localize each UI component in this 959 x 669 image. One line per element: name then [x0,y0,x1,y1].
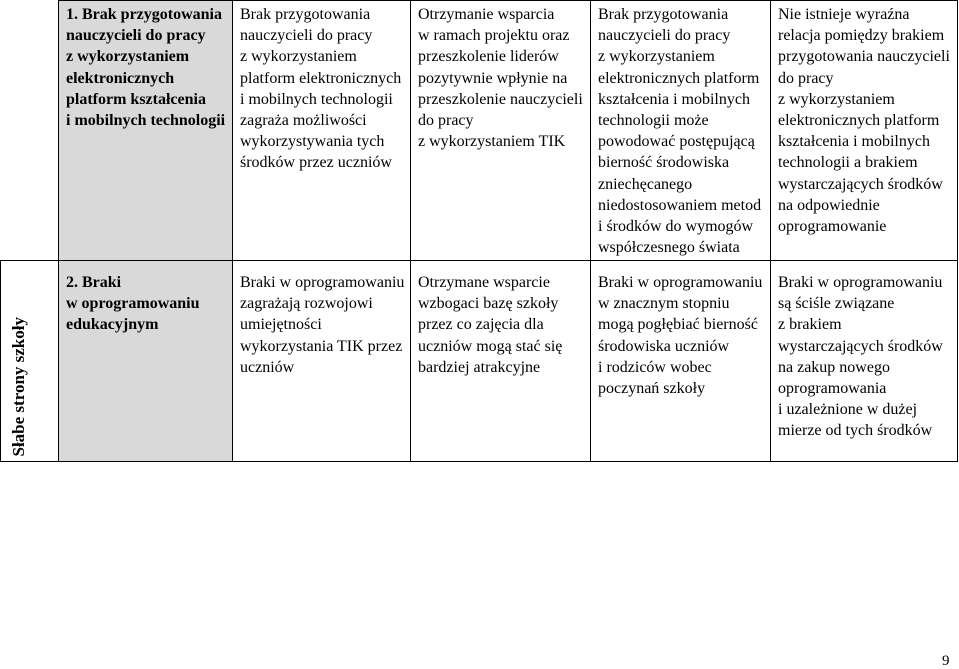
cell-text-line: z wykorzystaniem [598,48,715,66]
cell-text-line: Braki w oprogramowaniu [598,274,763,291]
cell-text-line: kształcenia i mobilnych [778,133,930,151]
table-cell [590,260,771,462]
cell-text-line: Braki w oprogramowaniu [778,274,943,291]
cell-text-line: mierze od tych środków [778,422,933,440]
cell-text-line: w ramach projektu oraz [418,27,570,45]
cell-text-line: kształcenia i mobilnych [598,90,750,108]
heading-line: 2. Braki [66,274,122,291]
cell-text-line: i mobilnych technologii [240,90,393,108]
cell-text-line: przygotowania nauczycieli [778,48,950,66]
cell-text-line: mogą pogłębiać bierność [598,316,758,334]
side-label: Słabe strony szkoły [9,316,28,456]
cell-text-line: bardziej atrakcyjne [418,358,541,376]
table-cell [590,0,771,261]
cell-text-line: pozytywnie wpłynie na [418,69,568,87]
cell-text-line: środków przez uczniów [240,154,392,172]
table-cell [410,0,591,261]
cell-text-line: wystarczających środków [778,337,943,355]
cell-text-line: platform elektronicznych [240,69,402,87]
cell-text-line: nauczycieli do pracy [598,27,731,45]
page-number: 9 [942,653,950,669]
cell-text-line: niedostosowaniem metod [598,196,762,214]
cell-text-line: Brak przygotowania [240,6,371,23]
cell-text-line: są ściśle związane [778,295,895,313]
cell-text-line: na zakup nowego [778,358,890,376]
cell-text-line: z wykorzystaniem TIK [418,133,566,151]
cell-text-line: poczynań szkoły [598,379,706,397]
table-cell [410,260,591,462]
cell-text-line: przeszkolenie liderów [418,48,559,66]
cell-text-line: technologii a brakiem [778,154,918,172]
heading-line: z wykorzystaniem [66,48,190,66]
cell-text-line: zagraża możliwości [240,111,367,129]
cell-text-line: z wykorzystaniem [778,90,895,108]
cell-text-line: Nie istnieje wyraźna [778,6,910,23]
cell-text-line: wzbogaci bazę szkoły [418,295,559,313]
cell-text-line: i uzależnione w dużej [778,401,918,419]
table-cell [770,0,958,261]
cell-text-line: uczniów mogą stać się [418,337,563,355]
cell-text-line: Braki w oprogramowaniu [240,274,405,291]
cell-text-line: do pracy [418,111,474,129]
cell-text-line: Otrzymane wsparcie [418,274,550,291]
heading-line: elektronicznych [66,69,175,87]
cell-text-line: środowiska uczniów [598,337,730,355]
cell-text-line: uczniów [240,358,295,376]
row-heading-cell [58,260,233,462]
heading-line: platform kształcenia [66,90,206,108]
cell-text-line: bierność środowiska [598,154,730,172]
cell-text-line: zagrażają rozwojowi [240,295,373,313]
side-label-cell [0,260,59,462]
cell-text-line: w znacznym stopniu [598,295,730,313]
cell-text-line: z wykorzystaniem [240,48,357,66]
cell-text-line: przez co zajęcia dla [418,316,544,334]
cell-text-line: na odpowiednie [778,196,880,214]
table-cell [232,260,411,462]
cell-text-line: i środków do wymogów [598,217,754,235]
row-heading-cell [58,0,233,261]
heading-line: nauczycieli do pracy [66,27,206,45]
cell-text-line: wystarczających środków [778,175,943,193]
heading-line: edukacyjnym [66,316,159,334]
cell-text-line: zniechęcanego [598,175,693,193]
cell-text-line: technologii może [598,111,709,129]
cell-text-line: nauczycieli do pracy [240,27,373,45]
cell-text-line: umiejętności [240,316,322,334]
cell-text-line: i rodziców wobec [598,358,712,376]
heading-line: 1. Brak przygotowania [66,6,222,23]
table-cell [232,0,411,261]
cell-text-line: wykorzystania TIK przez [240,337,403,355]
cell-text-line: z brakiem [778,316,842,334]
table-cell [770,260,958,462]
side-label-cell-empty [0,0,59,261]
heading-line: i mobilnych technologii [66,111,226,129]
cell-text-line: relacja pomiędzy brakiem [778,27,945,45]
cell-text-line: wykorzystywania tych [240,133,385,151]
cell-text-line: elektronicznych platform [778,111,940,129]
cell-text-line: powodować postępującą [598,133,755,151]
cell-text-line: elektronicznych platform [598,69,760,87]
heading-line: w oprogramowaniu [66,295,200,313]
cell-text-line: oprogramowanie [778,217,887,235]
cell-text-line: do pracy [778,69,834,87]
cell-text-line: współczesnego świata [598,239,740,257]
cell-text-line: Brak przygotowania [598,6,729,23]
cell-text-line: Otrzymanie wsparcia [418,6,555,23]
cell-text-line: oprogramowania [778,379,887,397]
cell-text-line: przeszkolenie nauczycieli [418,90,583,108]
